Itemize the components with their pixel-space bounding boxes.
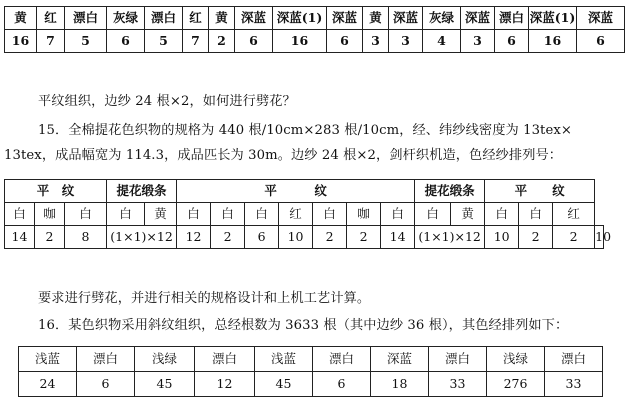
table-cell: 6 [77, 372, 135, 397]
table-row [19, 347, 603, 372]
table-row [5, 30, 625, 53]
color-warp-table-2 [4, 179, 612, 249]
table-cell: 白 [107, 203, 145, 226]
table-cell: 3 [363, 30, 389, 53]
table-cell: 灰绿 [107, 7, 145, 30]
question-14-tail: 平纹组织，边纱 24 根×2，如何进行劈花？ [38, 94, 296, 109]
table-cell: 16 [273, 30, 327, 53]
table-cell: 白 [177, 203, 211, 226]
table-cell: 276 [487, 372, 545, 397]
table-cell: 6 [327, 30, 363, 53]
table-cell: 2 [313, 226, 347, 249]
table-row [5, 226, 604, 249]
table-cell: 白 [381, 203, 415, 226]
table-cell: 漂白 [313, 347, 371, 372]
table-cell: 黄 [209, 7, 235, 30]
question-15-line-1: 15．全棉提花色织物的规格为 440 根/10cm×283 根/10cm，经、纬纱线密度为 13tex× [38, 123, 573, 138]
group-header: 平 纹 [177, 180, 415, 203]
table-cell: 2 [35, 226, 65, 249]
table-cell: 2 [209, 30, 235, 53]
table-cell: 33 [545, 372, 603, 397]
table-cell: 6 [495, 30, 529, 53]
table-cell: 3 [389, 30, 423, 53]
question-15-tail: 要求进行劈花，并进行相关的规格设计和上机工艺计算。 [38, 291, 371, 306]
table-cell: 黄 [451, 203, 485, 226]
table-cell: 浅绿 [135, 347, 195, 372]
table-cell: 6 [313, 372, 371, 397]
table-cell: 深蓝 [235, 7, 273, 30]
table-cell: 10 [485, 226, 519, 249]
table-cell: 33 [429, 372, 487, 397]
table-cell: 6 [235, 30, 273, 53]
table-cell: 咖 [347, 203, 381, 226]
table-cell: 漂白 [495, 7, 529, 30]
table-cell: 45 [135, 372, 195, 397]
table-cell: 白 [65, 203, 107, 226]
table-cell: 16 [529, 30, 577, 53]
table-cell: 8 [65, 226, 107, 249]
table-cell: 2 [347, 226, 381, 249]
table-cell: 深蓝 [371, 347, 429, 372]
table-cell: 深蓝 [461, 7, 495, 30]
table-cell: 4 [423, 30, 461, 53]
table-cell: 12 [177, 226, 211, 249]
table-cell: 红 [183, 7, 209, 30]
table-cell: 漂白 [77, 347, 135, 372]
question-16: 16．某色织物采用斜纹组织，总经根数为 3633 根（其中边纱 36 根），其色经排列如下： [38, 318, 569, 333]
table-cell: (1×1)×12 [107, 226, 177, 249]
table-cell: 浅蓝 [19, 347, 77, 372]
table-cell: 5 [145, 30, 183, 53]
table-row [5, 7, 625, 30]
table-cell: 10 [279, 226, 313, 249]
table-cell: 白 [245, 203, 279, 226]
table-cell: 漂白 [545, 347, 603, 372]
table-cell: 深蓝(1) [273, 7, 327, 30]
table-cell: 红 [37, 7, 65, 30]
table-cell: 浅绿 [487, 347, 545, 372]
table-cell: 3 [461, 30, 495, 53]
color-warp-table-3 [18, 346, 603, 397]
table-cell: 白 [313, 203, 347, 226]
table-cell: 黄 [5, 7, 37, 30]
table-cell: 24 [19, 372, 77, 397]
table-cell: 红 [279, 203, 313, 226]
table-cell: 16 [5, 30, 37, 53]
table-cell: 黄 [145, 203, 177, 226]
table-row [5, 203, 604, 226]
table-cell: 深蓝 [327, 7, 363, 30]
table-cell: 6 [577, 30, 625, 53]
table-cell: 白 [5, 203, 35, 226]
table-cell: 5 [65, 30, 107, 53]
table-cell: 漂白 [65, 7, 107, 30]
table-cell: 14 [5, 226, 35, 249]
table-cell: 2 [553, 226, 595, 249]
table-cell: 12 [195, 372, 255, 397]
table-cell: 14 [381, 226, 415, 249]
table-cell: 黄 [363, 7, 389, 30]
table-cell: 深蓝 [389, 7, 423, 30]
table-cell: 45 [255, 372, 313, 397]
group-header: 提花缎条 [415, 180, 485, 203]
table-cell: 6 [245, 226, 279, 249]
group-header: 提花缎条 [107, 180, 177, 203]
table-row [19, 372, 603, 397]
table-row [5, 180, 604, 203]
table-cell: 深蓝 [577, 7, 625, 30]
table-cell: 白 [415, 203, 451, 226]
group-header: 平 纹 [485, 180, 595, 203]
table-cell: 7 [37, 30, 65, 53]
table-cell: 18 [371, 372, 429, 397]
table-cell: 漂白 [145, 7, 183, 30]
table-cell: 6 [107, 30, 145, 53]
table-cell: 红 [553, 203, 595, 226]
table-cell: 漂白 [195, 347, 255, 372]
table-cell: 2 [519, 226, 553, 249]
table-cell: (1×1)×12 [415, 226, 485, 249]
question-15-line-2: 13tex，成品幅宽为 114.3，成品匹长为 30m。边纱 24 根×2，剑杆织机造，色经纱排列号： [4, 148, 563, 163]
table-cell: 白 [485, 203, 519, 226]
table-cell: 咖 [35, 203, 65, 226]
table-cell: 2 [211, 226, 245, 249]
color-warp-table-1 [4, 6, 625, 53]
table-cell: 7 [183, 30, 209, 53]
group-header: 平 纹 [5, 180, 107, 203]
table-cell: 深蓝(1) [529, 7, 577, 30]
table-cell: 灰绿 [423, 7, 461, 30]
table-cell: 浅蓝 [255, 347, 313, 372]
table-cell: 漂白 [429, 347, 487, 372]
table-cell: 白 [211, 203, 245, 226]
table-cell: 10 [595, 226, 604, 249]
table-cell: 白 [519, 203, 553, 226]
